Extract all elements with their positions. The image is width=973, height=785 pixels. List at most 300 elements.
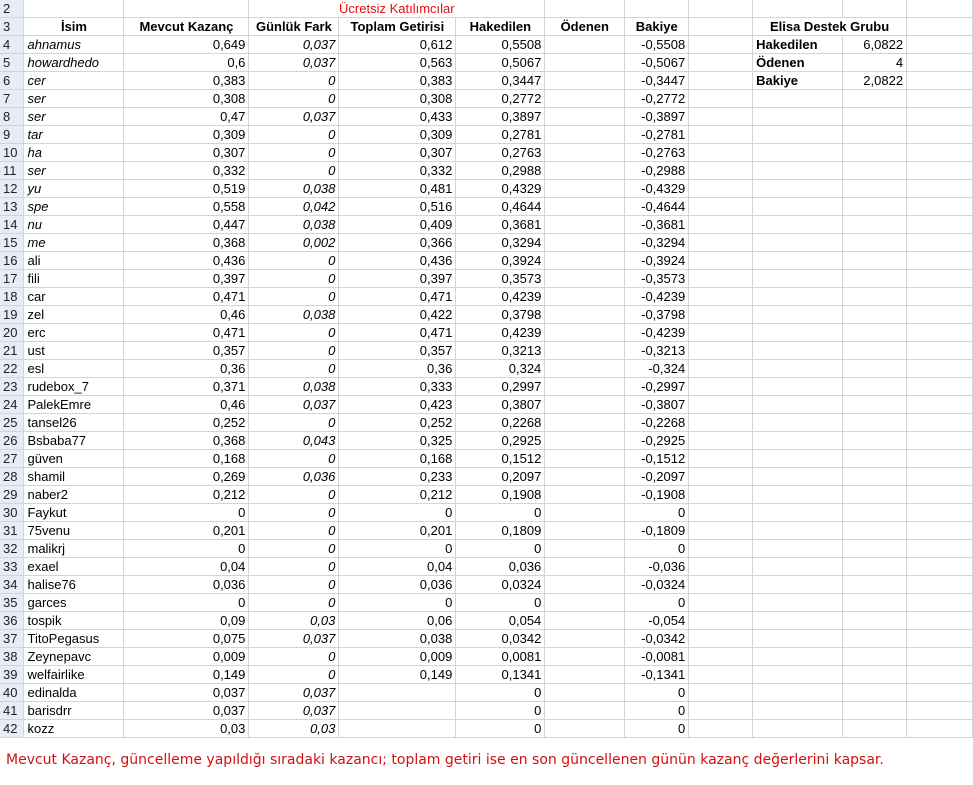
cell[interactable] <box>907 720 973 738</box>
cell[interactable] <box>625 0 689 18</box>
paid-cell[interactable] <box>545 702 625 720</box>
cell[interactable] <box>689 342 753 360</box>
cell[interactable] <box>843 180 907 198</box>
name-cell[interactable]: ser <box>24 162 124 180</box>
paid-cell[interactable] <box>545 270 625 288</box>
current-cell[interactable]: 0,47 <box>124 108 249 126</box>
current-cell[interactable]: 0,6 <box>124 54 249 72</box>
total-cell[interactable]: 0,233 <box>339 468 456 486</box>
total-cell[interactable]: 0,471 <box>339 324 456 342</box>
daily-cell[interactable]: 0,037 <box>249 108 339 126</box>
balance-cell[interactable]: -0,5508 <box>625 36 689 54</box>
total-cell[interactable]: 0,201 <box>339 522 456 540</box>
earned-cell[interactable]: 0,0081 <box>456 648 545 666</box>
column-header-paid[interactable]: Ödenen <box>545 18 625 36</box>
paid-cell[interactable] <box>545 144 625 162</box>
cell[interactable] <box>843 702 907 720</box>
cell[interactable] <box>753 306 843 324</box>
cell[interactable] <box>907 432 973 450</box>
name-cell[interactable]: Faykut <box>24 504 124 522</box>
cell[interactable] <box>843 216 907 234</box>
cell[interactable] <box>689 18 753 36</box>
cell[interactable] <box>843 414 907 432</box>
earned-cell[interactable]: 0,1809 <box>456 522 545 540</box>
balance-cell[interactable]: -0,4329 <box>625 180 689 198</box>
total-cell[interactable]: 0,422 <box>339 306 456 324</box>
cell[interactable] <box>843 342 907 360</box>
earned-cell[interactable]: 0,3573 <box>456 270 545 288</box>
cell[interactable] <box>907 450 973 468</box>
side-value[interactable]: 2,0822 <box>843 72 907 90</box>
total-cell[interactable]: 0,383 <box>339 72 456 90</box>
cell[interactable] <box>689 0 753 18</box>
name-cell[interactable]: ali <box>24 252 124 270</box>
paid-cell[interactable] <box>545 612 625 630</box>
cell[interactable] <box>753 396 843 414</box>
cell[interactable] <box>907 162 973 180</box>
name-cell[interactable]: malikrj <box>24 540 124 558</box>
daily-cell[interactable]: 0 <box>249 90 339 108</box>
current-cell[interactable]: 0,201 <box>124 522 249 540</box>
paid-cell[interactable] <box>545 558 625 576</box>
cell[interactable] <box>907 270 973 288</box>
paid-cell[interactable] <box>545 594 625 612</box>
cell[interactable] <box>907 612 973 630</box>
earned-cell[interactable]: 0,2097 <box>456 468 545 486</box>
cell[interactable] <box>907 486 973 504</box>
current-cell[interactable]: 0,371 <box>124 378 249 396</box>
current-cell[interactable]: 0,357 <box>124 342 249 360</box>
paid-cell[interactable] <box>545 396 625 414</box>
earned-cell[interactable]: 0,4329 <box>456 180 545 198</box>
earned-cell[interactable]: 0,054 <box>456 612 545 630</box>
cell[interactable] <box>843 558 907 576</box>
cell[interactable] <box>689 612 753 630</box>
name-cell[interactable]: tar <box>24 126 124 144</box>
column-header-current[interactable]: Mevcut Kazanç <box>124 18 249 36</box>
name-cell[interactable]: tospik <box>24 612 124 630</box>
paid-cell[interactable] <box>545 540 625 558</box>
daily-cell[interactable]: 0 <box>249 648 339 666</box>
daily-cell[interactable]: 0,03 <box>249 612 339 630</box>
balance-cell[interactable]: -0,2781 <box>625 126 689 144</box>
total-cell[interactable]: 0,307 <box>339 144 456 162</box>
daily-cell[interactable]: 0 <box>249 324 339 342</box>
cell[interactable] <box>907 216 973 234</box>
cell[interactable] <box>689 468 753 486</box>
daily-cell[interactable]: 0 <box>249 252 339 270</box>
cell[interactable] <box>753 216 843 234</box>
cell[interactable] <box>907 360 973 378</box>
daily-cell[interactable]: 0 <box>249 414 339 432</box>
name-cell[interactable]: tansel26 <box>24 414 124 432</box>
cell[interactable] <box>843 540 907 558</box>
cell[interactable] <box>689 270 753 288</box>
current-cell[interactable]: 0,307 <box>124 144 249 162</box>
balance-cell[interactable]: 0 <box>625 540 689 558</box>
name-cell[interactable]: howardhedo <box>24 54 124 72</box>
earned-cell[interactable]: 0,1512 <box>456 450 545 468</box>
cell[interactable] <box>689 594 753 612</box>
cell[interactable] <box>843 108 907 126</box>
balance-cell[interactable]: -0,3924 <box>625 252 689 270</box>
earned-cell[interactable]: 0,5508 <box>456 36 545 54</box>
cell[interactable] <box>907 540 973 558</box>
current-cell[interactable]: 0,649 <box>124 36 249 54</box>
current-cell[interactable]: 0,436 <box>124 252 249 270</box>
paid-cell[interactable] <box>545 306 625 324</box>
cell[interactable] <box>753 720 843 738</box>
cell[interactable] <box>689 630 753 648</box>
cell[interactable] <box>843 450 907 468</box>
cell[interactable] <box>753 162 843 180</box>
balance-cell[interactable]: -0,0342 <box>625 630 689 648</box>
name-cell[interactable]: naber2 <box>24 486 124 504</box>
cell[interactable] <box>753 648 843 666</box>
cell[interactable] <box>689 108 753 126</box>
daily-cell[interactable]: 0,002 <box>249 234 339 252</box>
total-cell[interactable]: 0,409 <box>339 216 456 234</box>
cell[interactable] <box>124 0 249 18</box>
paid-cell[interactable] <box>545 486 625 504</box>
current-cell[interactable]: 0,04 <box>124 558 249 576</box>
current-cell[interactable]: 0,149 <box>124 666 249 684</box>
total-cell[interactable]: 0,471 <box>339 288 456 306</box>
total-cell[interactable] <box>339 720 456 738</box>
balance-cell[interactable]: -0,4644 <box>625 198 689 216</box>
cell[interactable] <box>843 648 907 666</box>
current-cell[interactable]: 0,03 <box>124 720 249 738</box>
name-cell[interactable]: TitoPegasus <box>24 630 124 648</box>
balance-cell[interactable]: -0,2763 <box>625 144 689 162</box>
current-cell[interactable]: 0 <box>124 540 249 558</box>
total-cell[interactable]: 0,332 <box>339 162 456 180</box>
total-cell[interactable]: 0,516 <box>339 198 456 216</box>
balance-cell[interactable]: 0 <box>625 720 689 738</box>
column-header-earned[interactable]: Hakedilen <box>456 18 545 36</box>
side-label[interactable]: Bakiye <box>753 72 843 90</box>
balance-cell[interactable]: -0,1908 <box>625 486 689 504</box>
earned-cell[interactable]: 0,2781 <box>456 126 545 144</box>
paid-cell[interactable] <box>545 342 625 360</box>
daily-cell[interactable]: 0 <box>249 486 339 504</box>
name-cell[interactable]: garces <box>24 594 124 612</box>
total-cell[interactable]: 0,366 <box>339 234 456 252</box>
name-cell[interactable]: car <box>24 288 124 306</box>
current-cell[interactable]: 0,46 <box>124 396 249 414</box>
daily-cell[interactable]: 0,043 <box>249 432 339 450</box>
cell[interactable] <box>843 468 907 486</box>
cell[interactable] <box>753 90 843 108</box>
cell[interactable] <box>689 54 753 72</box>
cell[interactable] <box>843 288 907 306</box>
cell[interactable] <box>843 576 907 594</box>
daily-cell[interactable]: 0,038 <box>249 378 339 396</box>
cell[interactable] <box>907 126 973 144</box>
total-cell[interactable]: 0,357 <box>339 342 456 360</box>
paid-cell[interactable] <box>545 576 625 594</box>
cell[interactable] <box>907 684 973 702</box>
daily-cell[interactable]: 0 <box>249 270 339 288</box>
total-cell[interactable]: 0,009 <box>339 648 456 666</box>
cell[interactable] <box>907 702 973 720</box>
current-cell[interactable]: 0,368 <box>124 234 249 252</box>
paid-cell[interactable] <box>545 108 625 126</box>
name-cell[interactable]: edinalda <box>24 684 124 702</box>
name-cell[interactable]: zel <box>24 306 124 324</box>
balance-cell[interactable]: -0,3681 <box>625 216 689 234</box>
total-cell[interactable]: 0,436 <box>339 252 456 270</box>
earned-cell[interactable]: 0,2988 <box>456 162 545 180</box>
side-label[interactable]: Hakedilen <box>753 36 843 54</box>
cell[interactable] <box>907 378 973 396</box>
daily-cell[interactable]: 0,03 <box>249 720 339 738</box>
balance-cell[interactable]: -0,0081 <box>625 648 689 666</box>
cell[interactable] <box>689 252 753 270</box>
cell[interactable] <box>907 414 973 432</box>
cell[interactable] <box>689 558 753 576</box>
balance-cell[interactable]: -0,2988 <box>625 162 689 180</box>
cell[interactable] <box>843 396 907 414</box>
cell[interactable] <box>843 684 907 702</box>
cell[interactable] <box>753 432 843 450</box>
cell[interactable] <box>843 432 907 450</box>
total-cell[interactable]: 0,038 <box>339 630 456 648</box>
cell[interactable] <box>843 90 907 108</box>
daily-cell[interactable]: 0 <box>249 540 339 558</box>
earned-cell[interactable]: 0,4644 <box>456 198 545 216</box>
daily-cell[interactable]: 0 <box>249 72 339 90</box>
balance-cell[interactable]: -0,036 <box>625 558 689 576</box>
current-cell[interactable]: 0,46 <box>124 306 249 324</box>
paid-cell[interactable] <box>545 162 625 180</box>
balance-cell[interactable]: -0,2925 <box>625 432 689 450</box>
paid-cell[interactable] <box>545 180 625 198</box>
cell[interactable] <box>689 126 753 144</box>
cell[interactable] <box>689 450 753 468</box>
cell[interactable] <box>753 630 843 648</box>
daily-cell[interactable]: 0 <box>249 288 339 306</box>
earned-cell[interactable]: 0,324 <box>456 360 545 378</box>
paid-cell[interactable] <box>545 216 625 234</box>
name-cell[interactable]: halise76 <box>24 576 124 594</box>
cell[interactable] <box>689 306 753 324</box>
cell[interactable] <box>753 378 843 396</box>
total-cell[interactable]: 0,06 <box>339 612 456 630</box>
total-cell[interactable]: 0,212 <box>339 486 456 504</box>
column-header-balance[interactable]: Bakiye <box>625 18 689 36</box>
earned-cell[interactable]: 0,3924 <box>456 252 545 270</box>
side-value[interactable]: 6,0822 <box>843 36 907 54</box>
balance-cell[interactable]: -0,3897 <box>625 108 689 126</box>
cell[interactable] <box>24 0 124 18</box>
cell[interactable] <box>843 198 907 216</box>
name-cell[interactable]: Zeynepavc <box>24 648 124 666</box>
total-cell[interactable]: 0,04 <box>339 558 456 576</box>
cell[interactable] <box>843 720 907 738</box>
total-cell[interactable] <box>339 702 456 720</box>
name-cell[interactable]: nu <box>24 216 124 234</box>
name-cell[interactable]: exael <box>24 558 124 576</box>
cell[interactable] <box>753 594 843 612</box>
total-cell[interactable]: 0,308 <box>339 90 456 108</box>
cell[interactable] <box>843 306 907 324</box>
cell[interactable] <box>753 522 843 540</box>
earned-cell[interactable]: 0 <box>456 540 545 558</box>
cell[interactable] <box>907 0 973 18</box>
paid-cell[interactable] <box>545 630 625 648</box>
cell[interactable] <box>907 342 973 360</box>
name-cell[interactable]: welfairlike <box>24 666 124 684</box>
cell[interactable] <box>689 288 753 306</box>
cell[interactable] <box>753 180 843 198</box>
cell[interactable] <box>753 252 843 270</box>
daily-cell[interactable]: 0,036 <box>249 468 339 486</box>
paid-cell[interactable] <box>545 198 625 216</box>
total-cell[interactable] <box>339 684 456 702</box>
name-cell[interactable]: Bsbaba77 <box>24 432 124 450</box>
cell[interactable] <box>689 36 753 54</box>
cell[interactable] <box>907 252 973 270</box>
paid-cell[interactable] <box>545 648 625 666</box>
current-cell[interactable]: 0,168 <box>124 450 249 468</box>
cell[interactable] <box>907 630 973 648</box>
cell[interactable] <box>689 378 753 396</box>
total-cell[interactable]: 0 <box>339 594 456 612</box>
paid-cell[interactable] <box>545 252 625 270</box>
paid-cell[interactable] <box>545 72 625 90</box>
cell[interactable] <box>907 324 973 342</box>
cell[interactable] <box>753 666 843 684</box>
cell[interactable] <box>753 108 843 126</box>
total-cell[interactable]: 0,612 <box>339 36 456 54</box>
name-cell[interactable]: fili <box>24 270 124 288</box>
cell[interactable] <box>753 540 843 558</box>
current-cell[interactable]: 0,558 <box>124 198 249 216</box>
side-value[interactable]: 4 <box>843 54 907 72</box>
balance-cell[interactable]: -0,1341 <box>625 666 689 684</box>
name-cell[interactable]: yu <box>24 180 124 198</box>
cell[interactable] <box>689 414 753 432</box>
name-cell[interactable]: ser <box>24 90 124 108</box>
balance-cell[interactable]: -0,2772 <box>625 90 689 108</box>
name-cell[interactable]: spe <box>24 198 124 216</box>
cell[interactable] <box>689 522 753 540</box>
earned-cell[interactable]: 0,0324 <box>456 576 545 594</box>
cell[interactable] <box>907 234 973 252</box>
paid-cell[interactable] <box>545 504 625 522</box>
total-cell[interactable]: 0,423 <box>339 396 456 414</box>
name-cell[interactable]: PalekEmre <box>24 396 124 414</box>
cell[interactable] <box>753 558 843 576</box>
current-cell[interactable]: 0,036 <box>124 576 249 594</box>
balance-cell[interactable]: -0,0324 <box>625 576 689 594</box>
cell[interactable] <box>753 468 843 486</box>
daily-cell[interactable]: 0 <box>249 576 339 594</box>
earned-cell[interactable]: 0,5067 <box>456 54 545 72</box>
cell[interactable] <box>907 594 973 612</box>
earned-cell[interactable]: 0,4239 <box>456 288 545 306</box>
balance-cell[interactable]: 0 <box>625 684 689 702</box>
balance-cell[interactable]: 0 <box>625 594 689 612</box>
cell[interactable] <box>843 252 907 270</box>
cell[interactable] <box>843 594 907 612</box>
name-cell[interactable]: 75venu <box>24 522 124 540</box>
balance-cell[interactable]: -0,3798 <box>625 306 689 324</box>
cell[interactable] <box>843 162 907 180</box>
cell[interactable] <box>689 144 753 162</box>
daily-cell[interactable]: 0,037 <box>249 684 339 702</box>
cell[interactable] <box>753 144 843 162</box>
cell[interactable] <box>843 504 907 522</box>
balance-cell[interactable]: -0,4239 <box>625 288 689 306</box>
total-cell[interactable]: 0,036 <box>339 576 456 594</box>
cell[interactable] <box>753 288 843 306</box>
cell[interactable] <box>753 0 843 18</box>
paid-cell[interactable] <box>545 522 625 540</box>
cell[interactable] <box>907 396 973 414</box>
total-cell[interactable]: 0,333 <box>339 378 456 396</box>
earned-cell[interactable]: 0,2772 <box>456 90 545 108</box>
current-cell[interactable]: 0,308 <box>124 90 249 108</box>
cell[interactable] <box>843 486 907 504</box>
cell[interactable] <box>689 648 753 666</box>
balance-cell[interactable]: -0,1512 <box>625 450 689 468</box>
paid-cell[interactable] <box>545 36 625 54</box>
balance-cell[interactable]: 0 <box>625 702 689 720</box>
cell[interactable] <box>907 288 973 306</box>
daily-cell[interactable]: 0 <box>249 666 339 684</box>
current-cell[interactable]: 0,332 <box>124 162 249 180</box>
cell[interactable] <box>689 432 753 450</box>
current-cell[interactable]: 0,447 <box>124 216 249 234</box>
cell[interactable] <box>843 144 907 162</box>
cell[interactable] <box>843 324 907 342</box>
cell[interactable] <box>689 540 753 558</box>
cell[interactable] <box>545 0 625 18</box>
balance-cell[interactable]: 0 <box>625 504 689 522</box>
cell[interactable] <box>843 612 907 630</box>
paid-cell[interactable] <box>545 54 625 72</box>
paid-cell[interactable] <box>545 684 625 702</box>
cell[interactable] <box>907 36 973 54</box>
cell[interactable] <box>907 504 973 522</box>
current-cell[interactable]: 0,471 <box>124 324 249 342</box>
paid-cell[interactable] <box>545 450 625 468</box>
balance-cell[interactable]: -0,2097 <box>625 468 689 486</box>
earned-cell[interactable]: 0,3213 <box>456 342 545 360</box>
balance-cell[interactable]: -0,1809 <box>625 522 689 540</box>
total-cell[interactable]: 0,481 <box>339 180 456 198</box>
cell[interactable] <box>907 180 973 198</box>
current-cell[interactable]: 0,471 <box>124 288 249 306</box>
current-cell[interactable]: 0,368 <box>124 432 249 450</box>
earned-cell[interactable]: 0,3798 <box>456 306 545 324</box>
earned-cell[interactable]: 0 <box>456 684 545 702</box>
balance-cell[interactable]: -0,3573 <box>625 270 689 288</box>
name-cell[interactable]: ser <box>24 108 124 126</box>
cell[interactable] <box>689 324 753 342</box>
cell[interactable] <box>689 684 753 702</box>
cell[interactable] <box>753 504 843 522</box>
cell[interactable] <box>689 180 753 198</box>
daily-cell[interactable]: 0 <box>249 504 339 522</box>
current-cell[interactable]: 0,212 <box>124 486 249 504</box>
paid-cell[interactable] <box>545 126 625 144</box>
cell[interactable] <box>753 360 843 378</box>
total-cell[interactable]: 0,252 <box>339 414 456 432</box>
cell[interactable] <box>907 576 973 594</box>
